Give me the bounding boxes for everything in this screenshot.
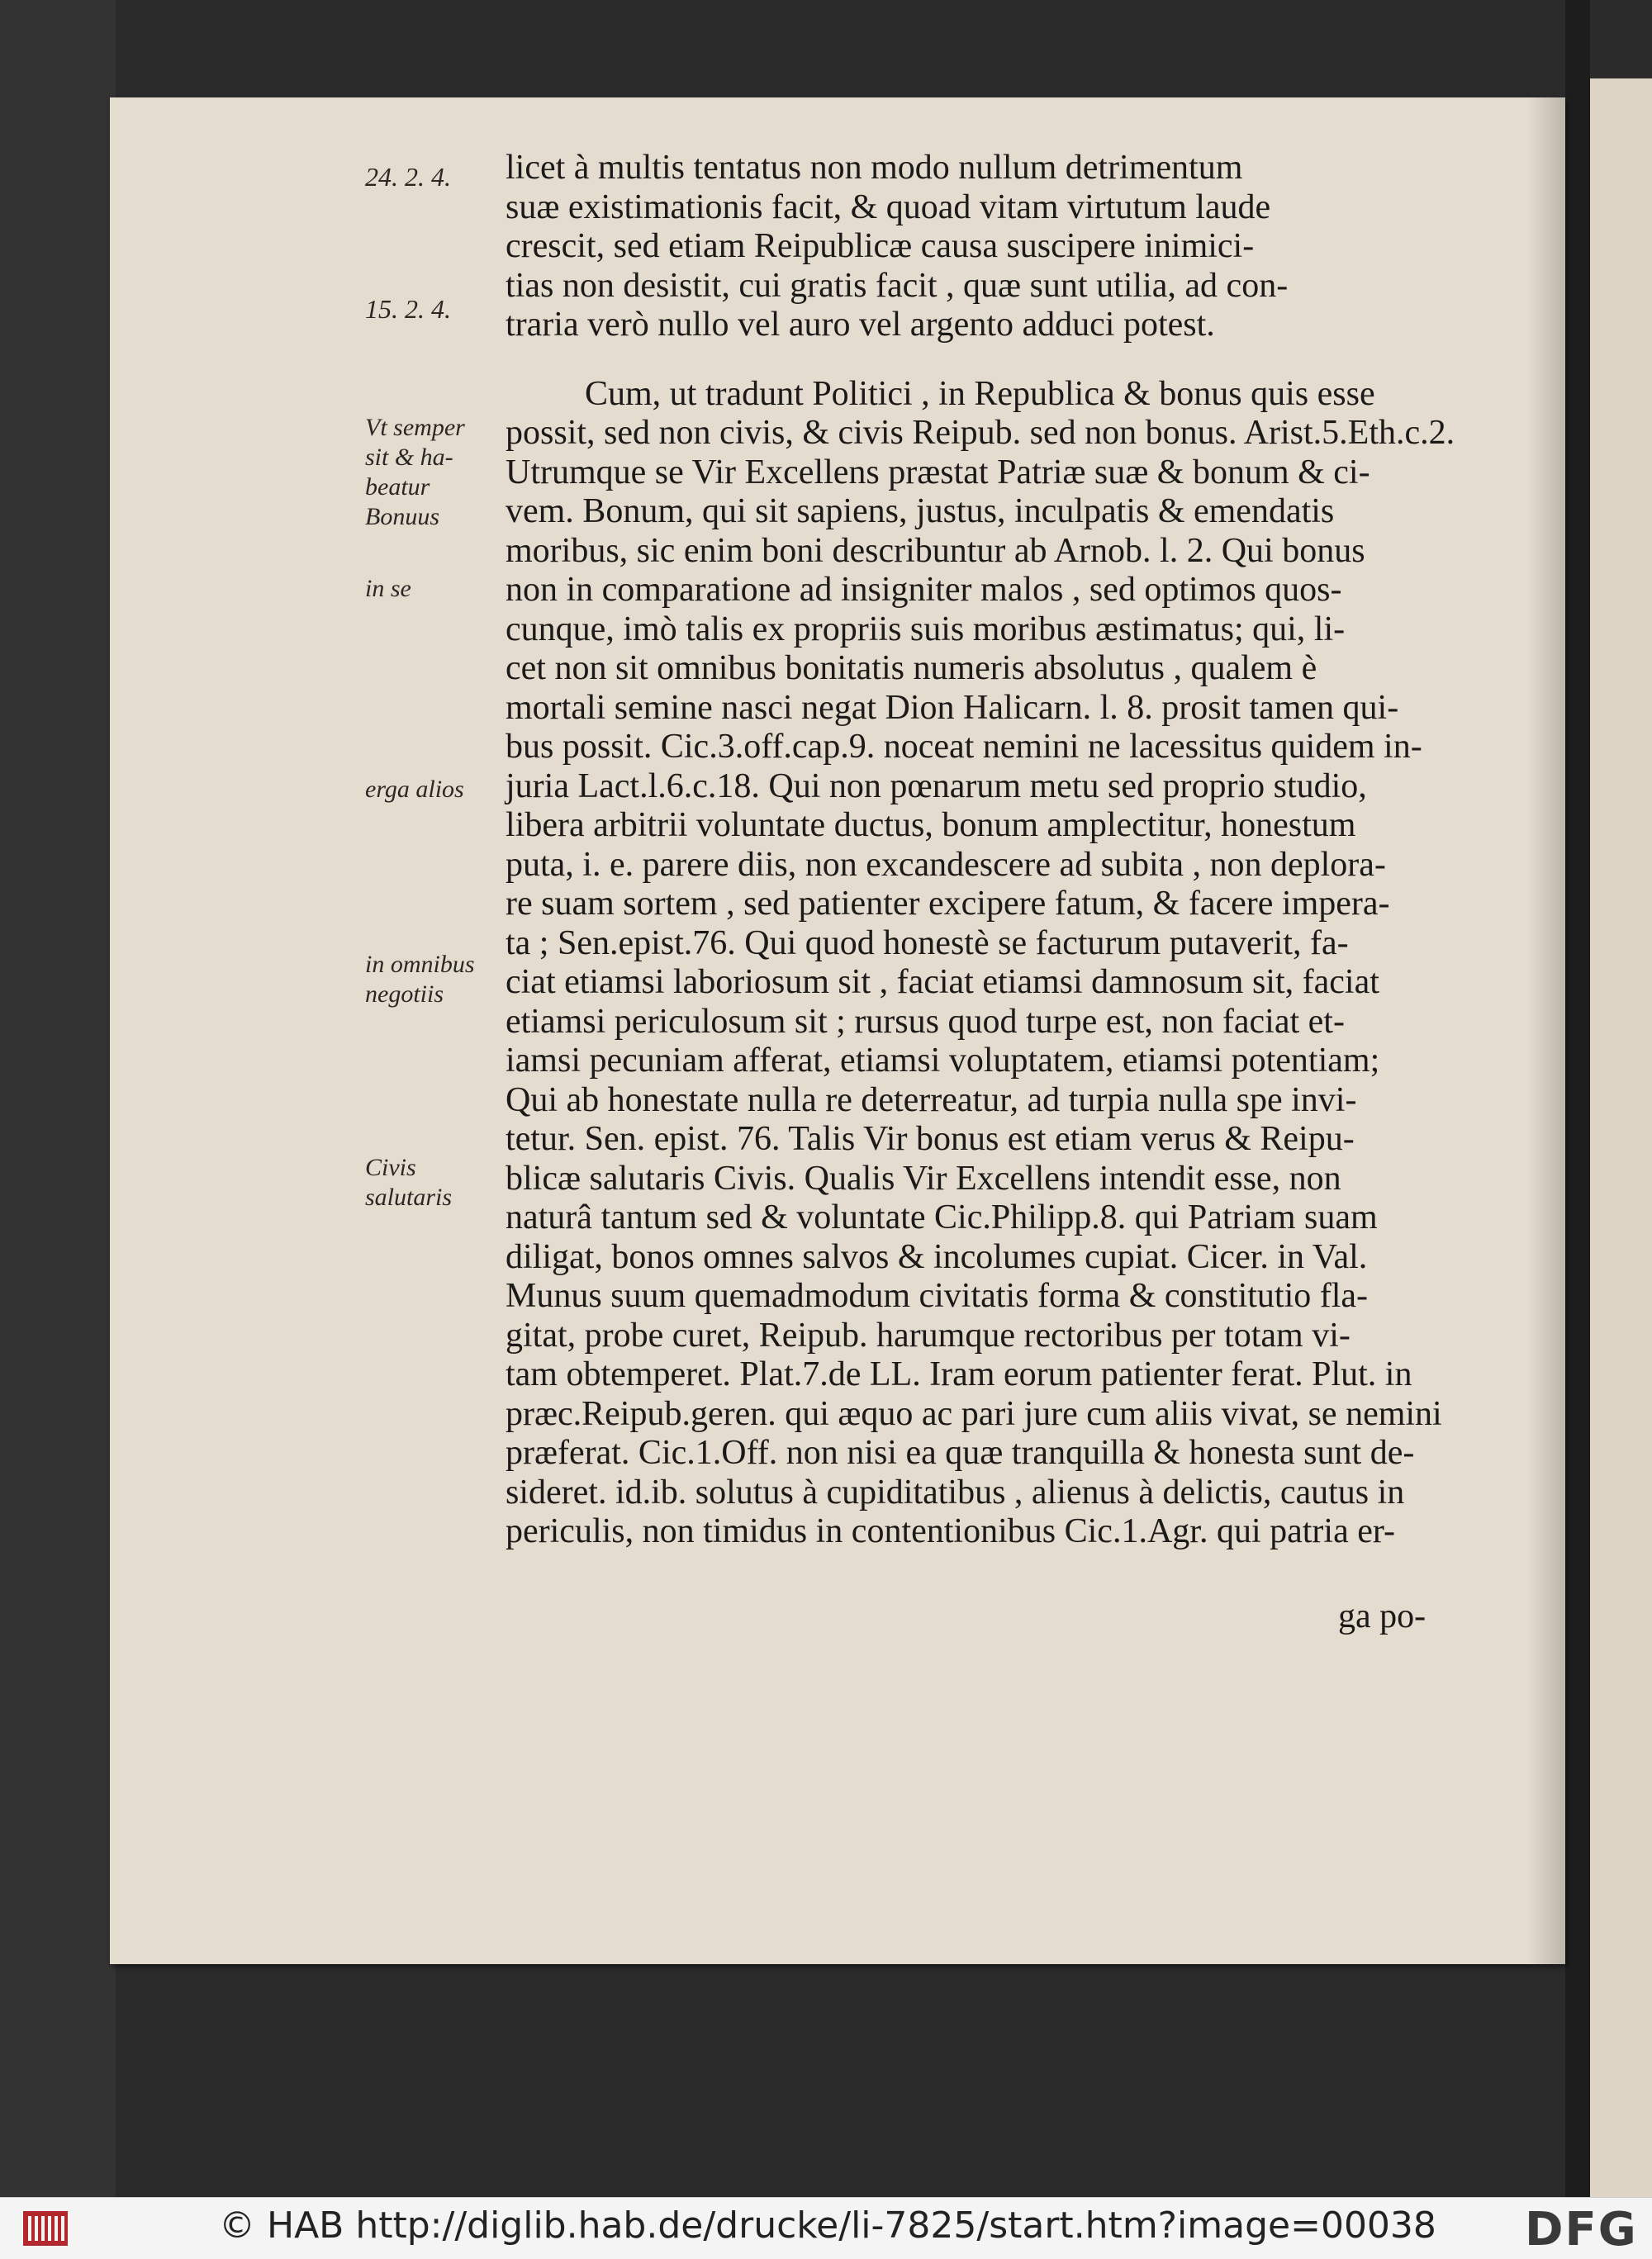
text-line: crescit, sed etiam Reipublicæ causa suscipere inimici- bbox=[506, 227, 1255, 265]
dfg-logo: DFG bbox=[1525, 2203, 1638, 2257]
text-line: sideret. id.ib. solutus à cupiditatibus , alienus à delictis, cautus in bbox=[506, 1473, 1405, 1512]
text-line: diligat, bonos omnes salvos & incolumes cupiat. Cicer. in Val. bbox=[506, 1237, 1368, 1276]
margin-note-line: Bonuus bbox=[365, 503, 439, 530]
text-line: mortali semine nasci negat Dion Halicarn. l. 8. prosit tamen qui- bbox=[506, 688, 1399, 727]
hab-library-logo-icon bbox=[23, 2208, 68, 2249]
text-line: Utrumque se Vir Excellens præstat Patriæ suæ & bonum & ci- bbox=[506, 453, 1370, 491]
margin-note-semper-bonus bbox=[365, 413, 506, 532]
text-line: puta, i. e. parere diis, non excandescere ad subita , non deplora- bbox=[506, 845, 1386, 884]
text-line: periculis, non timidus in contentionibus Cic.1.Agr. qui patria er- bbox=[506, 1512, 1395, 1550]
main-text-block bbox=[506, 149, 1460, 1552]
text-line: præc.Reipub.geren. qui æquo ac pari jure cum aliis vivat, se nemini bbox=[506, 1394, 1442, 1433]
margin-note-line: sit & ha- bbox=[365, 444, 453, 471]
scan-backdrop bbox=[0, 0, 116, 2197]
text-line: ciat etiamsi laboriosum sit , faciat etiamsi damnosum sit, faciat bbox=[506, 963, 1379, 1001]
text-line: moribus, sic enim boni describuntur ab Arnob. l. 2. Qui bonus bbox=[506, 531, 1365, 570]
text-line: iamsi pecuniam afferat, etiamsi voluptatem, etiamsi potentiam; bbox=[506, 1042, 1380, 1080]
margin-reference-1: 24. 2. 4. bbox=[365, 162, 451, 192]
text-line: Munus suum quemadmodum civitatis forma & constitutio fla- bbox=[506, 1277, 1369, 1315]
margin-note-in-omnibus-negotiis bbox=[365, 950, 506, 1009]
margin-note-line: in omnibus bbox=[365, 951, 475, 978]
text-line: ta ; Sen.epist.76. Qui quod honestè se facturum putaverit, fa- bbox=[506, 923, 1349, 962]
margin-note-line: salutaris bbox=[365, 1184, 453, 1211]
text-line: tias non desistit, cui gratis facit , quæ sunt utilia, ad con- bbox=[506, 266, 1289, 305]
text-line: bus possit. Cic.3.off.cap.9. noceat nemini ne lacessitus quidem in- bbox=[506, 728, 1422, 766]
text-line: vem. Bonum, qui sit sapiens, justus, inculpatis & emendatis bbox=[506, 492, 1335, 530]
text-line: traria verò nullo vel auro vel argento adduci potest. bbox=[506, 306, 1215, 344]
margin-note-line: beatur bbox=[365, 473, 430, 501]
adjacent-page-edge bbox=[1590, 78, 1652, 2197]
text-line: cunque, imò talis ex propriis suis moribus æstimatus; qui, li- bbox=[506, 610, 1346, 648]
text-line: suæ existimationis facit, & quoad vitam virtutum laude bbox=[506, 187, 1271, 226]
text-line: juria Lact.l.6.c.18. Qui non pœnarum metu sed proprio studio, bbox=[506, 766, 1367, 805]
text-line: tetur. Sen. epist. 76. Talis Vir bonus est etiam verus & Reipu- bbox=[506, 1120, 1355, 1158]
page-gutter-shadow bbox=[1528, 97, 1565, 1964]
text-line: Cum, ut tradunt Politici , in Republica & bonus quis esse bbox=[585, 374, 1375, 413]
catchword: ga po- bbox=[1338, 1597, 1427, 1635]
margin-note-in-se bbox=[365, 574, 506, 604]
margin-note-civis-salutaris bbox=[365, 1153, 506, 1213]
text-line: possit, sed non civis, & civis Reipub. sed non bonus. Arist.5.Eth.c.2. bbox=[506, 414, 1455, 452]
text-line: Qui ab honestate nulla re deterreatur, ad turpia nulla spe invi- bbox=[506, 1080, 1357, 1119]
text-line: gitat, probe curet, Reipub. harumque rectoribus per totam vi- bbox=[506, 1316, 1351, 1355]
text-line: cet non sit omnibus bonitatis numeris absolutus , qualem è bbox=[506, 649, 1317, 687]
margin-note-erga-alios bbox=[365, 775, 506, 804]
paragraph-gap bbox=[506, 345, 1460, 375]
text-line: tam obtemperet. Plat.7.de LL. Iram eorum patienter ferat. Plut. in bbox=[506, 1355, 1412, 1393]
text-line: libera arbitrii voluntate ductus, bonum amplectitur, honestum bbox=[506, 806, 1356, 844]
text-line: non in comparatione ad insigniter malos , sed optimos quos- bbox=[506, 571, 1342, 609]
margin-note-line: in se bbox=[365, 575, 411, 602]
text-line: præferat. Cic.1.Off. non nisi ea quæ tranquilla & honesta sunt de- bbox=[506, 1434, 1415, 1472]
copyright-url-text: © HAB http://diglib.hab.de/drucke/li-7825/start.htm?image=00038 bbox=[219, 2204, 1436, 2247]
book-spine-gutter bbox=[1565, 0, 1590, 2197]
margin-note-line: Civis bbox=[365, 1154, 416, 1181]
text-line: naturâ tantum sed & voluntate Cic.Philipp.8. qui Patriam suam bbox=[506, 1198, 1378, 1236]
text-line: blicæ salutaris Civis. Qualis Vir Excellens intendit esse, non bbox=[506, 1159, 1341, 1198]
text-line: licet à multis tentatus non modo nullum detrimentum bbox=[506, 149, 1243, 187]
text-line: etiamsi periculosum sit ; rursus quod turpe est, non faciat et- bbox=[506, 1002, 1345, 1041]
text-line: re suam sortem , sed patienter excipere fatum, & facere impera- bbox=[506, 885, 1390, 923]
margin-note-line: negotiis bbox=[365, 980, 444, 1008]
margin-reference-2: 15. 2. 4. bbox=[365, 294, 451, 324]
viewer-footer-bar bbox=[0, 2197, 1652, 2259]
margin-note-line: Vt semper bbox=[365, 414, 465, 441]
margin-note-line: erga alios bbox=[365, 776, 464, 803]
